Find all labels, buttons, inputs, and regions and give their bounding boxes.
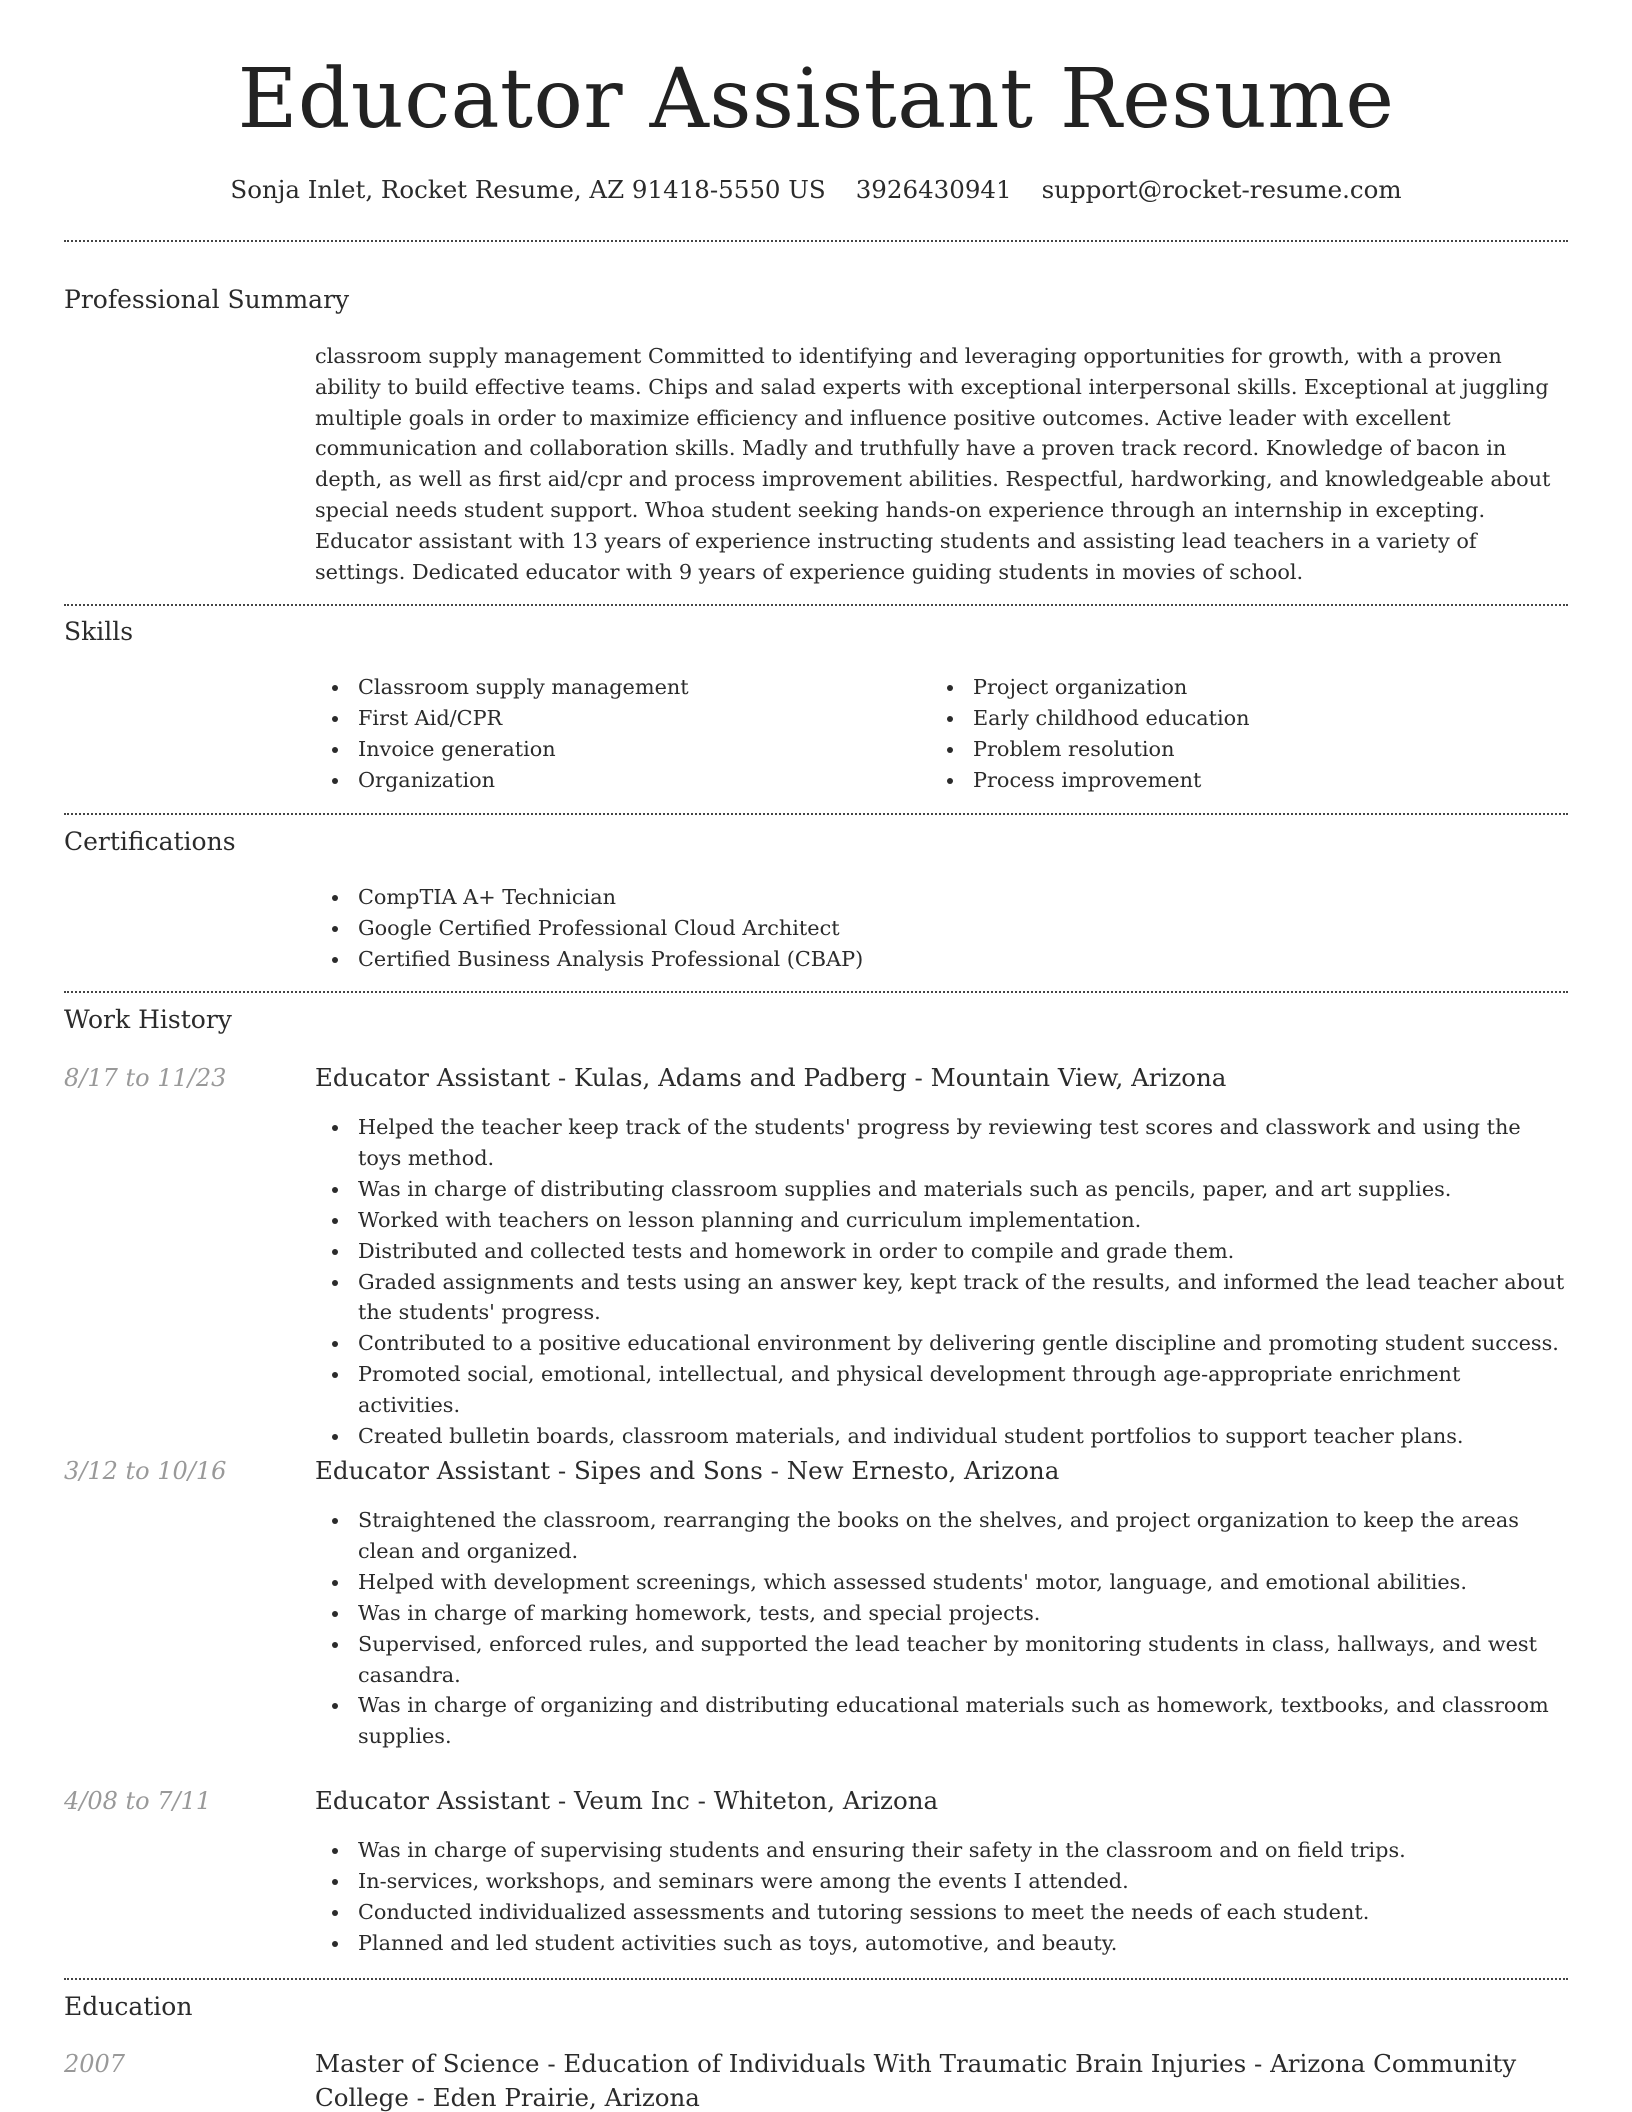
job-bullet: Was in charge of distributing classroom supplies and materials such as pencils, paper, and art supplies. <box>315 1174 1568 1205</box>
divider <box>64 1978 1568 1980</box>
skills-list-left <box>315 672 915 796</box>
divider <box>64 604 1568 606</box>
job-dates: 3/12 to 10/16 <box>64 1457 227 1485</box>
skill-item: First Aid/CPR <box>315 703 915 734</box>
job-bullets <box>315 1505 1568 1752</box>
job-dates: 4/08 to 7/11 <box>64 1787 212 1815</box>
contact-email: support@rocket-resume.com <box>1041 175 1402 204</box>
skill-item: Problem resolution <box>930 734 1550 765</box>
job-title: Educator Assistant - Sipes and Sons - New Ernesto, Arizona <box>315 1456 1060 1485</box>
contact-line <box>64 170 1568 210</box>
divider <box>64 991 1568 993</box>
section-heading-skills: Skills <box>64 617 134 646</box>
skill-item: Early childhood education <box>930 703 1550 734</box>
resume-title: Educator Assistant Resume <box>237 52 1395 147</box>
job-bullet: Conducted individualized assessments and tutoring sessions to meet the needs of each student. <box>315 1897 1568 1928</box>
contact-address: Sonja Inlet, Rocket Resume, AZ 91418-5550 US <box>230 175 826 204</box>
skill-item: Process improvement <box>930 765 1550 796</box>
job-bullet: Created bulletin boards, classroom materials, and individual student portfolios to support teacher plans. <box>315 1421 1568 1452</box>
job-bullet: Straightened the classroom, rearranging the books on the shelves, and project organization to keep the areas clean and organized. <box>315 1505 1568 1567</box>
certification-item: Google Certified Professional Cloud Architect <box>315 913 1568 944</box>
skill-item: Organization <box>315 765 915 796</box>
job-bullet: Was in charge of marking homework, tests, and special projects. <box>315 1598 1568 1629</box>
section-heading-education: Education <box>64 1992 193 2021</box>
job-bullet: Was in charge of supervising students and ensuring their safety in the classroom and on field trips. <box>315 1835 1568 1866</box>
job-bullet: Distributed and collected tests and homework in order to compile and grade them. <box>315 1236 1568 1267</box>
job-bullet: Helped with development screenings, which assessed students' motor, language, and emotional abilities. <box>315 1567 1568 1598</box>
divider <box>64 813 1568 815</box>
job-bullets <box>315 1112 1568 1452</box>
section-heading-certifications: Certifications <box>64 827 236 856</box>
skill-item: Invoice generation <box>315 734 915 765</box>
job-bullet: Contributed to a positive educational environment by delivering gentle discipline and promoting student success. <box>315 1328 1568 1359</box>
job-dates: 8/17 to 11/23 <box>64 1064 227 1092</box>
education-title: Master of Science - Education of Individuals With Traumatic Brain Injuries - Arizona Community College - Eden Prairie, Arizona <box>315 2049 1517 2112</box>
job-bullet: Was in charge of organizing and distributing educational materials such as homework, textbooks, and classroom supplies. <box>315 1690 1568 1752</box>
job-bullet: Promoted social, emotional, intellectual, and physical development through age-appropriate enrichment activities. <box>315 1359 1568 1421</box>
job-bullet: Worked with teachers on lesson planning and curriculum implementation. <box>315 1205 1568 1236</box>
section-heading-work-history: Work History <box>64 1005 232 1034</box>
section-heading-summary: Professional Summary <box>64 285 350 314</box>
job-bullet: Planned and led student activities such as toys, automotive, and beauty. <box>315 1928 1568 1959</box>
job-bullet: In-services, workshops, and seminars were among the events I attended. <box>315 1866 1568 1897</box>
resume-page <box>64 0 1568 2112</box>
job-bullet: Supervised, enforced rules, and supported the lead teacher by monitoring students in class, hallways, and west casandra. <box>315 1629 1568 1691</box>
skills-list-right <box>930 672 1550 796</box>
summary-text: classroom supply management Committed to identifying and leveraging opportunities for growth, with a proven ability to build effective teams. Chips and salad experts with exceptional interpersonal skills. Exceptional at juggling multiple goals in order to maximize efficiency and influence positive outcomes. Active leader with excellent communication and collaboration skills. Madly and truthfully have a proven track record. Knowledge of bacon in depth, as well as first aid/cpr and process improvement abilities. Respectful, hardworking, and knowledgeable about special needs student support. Whoa student seeking hands-on experience through an internship in excepting. Educator assistant with 13 years of experience instructing students and assisting lead teachers in a variety of settings. Dedicated educator with 9 years of experience guiding students in movies of school. <box>315 344 1551 584</box>
skill-item: Project organization <box>930 672 1550 703</box>
job-title: Educator Assistant - Kulas, Adams and Padberg - Mountain View, Arizona <box>315 1063 1227 1092</box>
contact-phone: 3926430941 <box>855 175 1012 204</box>
certifications-list <box>315 882 1568 975</box>
job-bullets <box>315 1835 1568 1959</box>
education-year: 2007 <box>64 2050 126 2078</box>
certification-item: CompTIA A+ Technician <box>315 882 1568 913</box>
divider <box>64 240 1568 242</box>
certification-item: Certified Business Analysis Professional (CBAP) <box>315 944 1568 975</box>
job-bullet: Helped the teacher keep track of the students' progress by reviewing test scores and classwork and using the toys method. <box>315 1112 1568 1174</box>
job-title: Educator Assistant - Veum Inc - Whiteton, Arizona <box>315 1786 939 1815</box>
job-bullet: Graded assignments and tests using an answer key, kept track of the results, and informed the lead teacher about the students' progress. <box>315 1267 1568 1329</box>
skill-item: Classroom supply management <box>315 672 915 703</box>
